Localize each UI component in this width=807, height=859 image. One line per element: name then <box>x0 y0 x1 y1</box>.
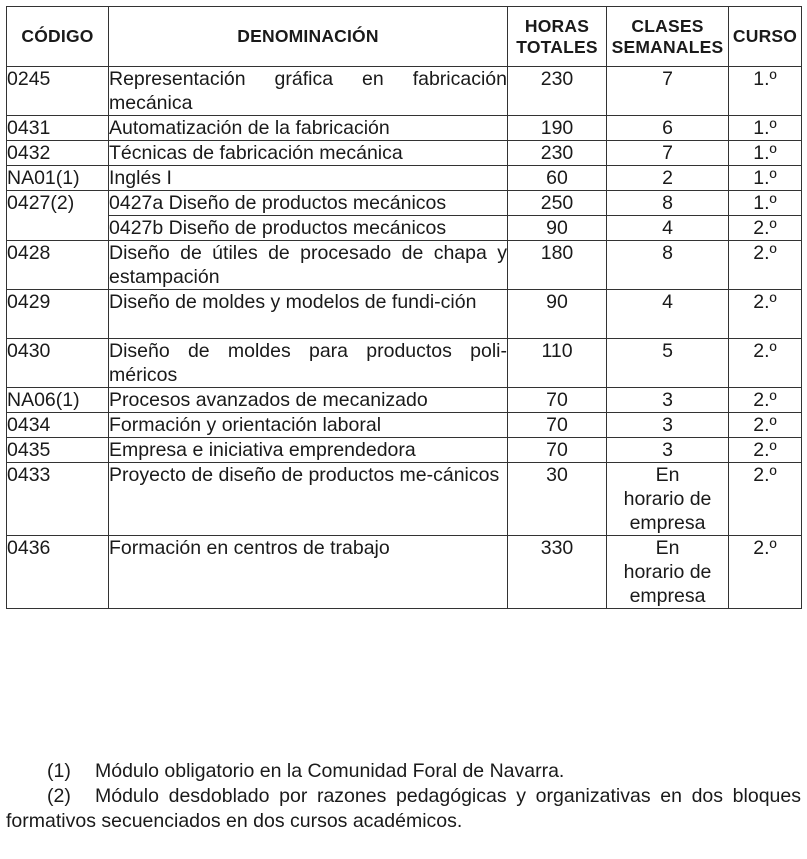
table-row <box>7 241 802 290</box>
cell-hours: 90 <box>508 290 607 339</box>
table-row <box>7 388 802 413</box>
cell-classes: 8 <box>607 191 729 216</box>
cell-code: NA01(1) <box>7 166 109 191</box>
cell-name: Proyecto de diseño de productos me-cánicos <box>109 463 508 536</box>
cell-classes-line1: En <box>655 537 680 559</box>
cell-hours: 90 <box>508 216 607 241</box>
cell-hours: 70 <box>508 388 607 413</box>
cell-name: Representación gráfica en fabricación mecánica <box>109 68 507 114</box>
header-code <box>7 7 109 67</box>
modules-table <box>6 6 802 609</box>
footnote-text: Módulo desdoblado por razones pedagógicas y organizativas en dos bloques formativos secuenciados en dos cursos académicos. <box>6 785 801 832</box>
footnotes <box>6 759 801 834</box>
cell-name: Empresa e iniciativa emprendedora <box>109 438 508 463</box>
header-classes <box>607 7 729 67</box>
cell-hours: 30 <box>508 463 607 536</box>
table-row <box>7 290 802 339</box>
cell-code: 0428 <box>7 241 109 290</box>
cell-name: Técnicas de fabricación mecánica <box>109 141 508 166</box>
cell-classes <box>607 536 729 609</box>
cell-classes <box>607 463 729 536</box>
cell-classes: 7 <box>607 67 729 116</box>
cell-name: Formación en centros de trabajo <box>109 536 508 609</box>
cell-classes-line2: horario de <box>623 488 712 510</box>
table-row <box>7 141 802 166</box>
cell-classes-line1: En <box>655 464 680 486</box>
cell-hours: 250 <box>508 191 607 216</box>
cell-name: Diseño de moldes y modelos de fundi-ción <box>109 290 508 339</box>
header-course <box>729 7 802 67</box>
cell-classes-line3: empresa <box>629 585 706 607</box>
cell-classes: 5 <box>607 339 729 388</box>
cell-classes: 4 <box>607 290 729 339</box>
cell-name: Diseño de útiles de procesado de chapa y estampación <box>109 242 507 288</box>
table-row <box>7 67 802 116</box>
cell-hours: 180 <box>508 241 607 290</box>
cell-code: 0432 <box>7 141 109 166</box>
header-hours-line2: TOTALES <box>516 36 598 57</box>
cell-code: 0436 <box>7 536 109 609</box>
header-name <box>109 7 508 67</box>
footnote-number: (1) <box>47 760 71 782</box>
table-row <box>7 536 802 609</box>
cell-classes: 6 <box>607 116 729 141</box>
cell-code: 0434 <box>7 413 109 438</box>
cell-classes: 3 <box>607 438 729 463</box>
cell-hours: 330 <box>508 536 607 609</box>
table-row <box>7 216 802 241</box>
header-classes-line1: CLASES <box>631 15 704 36</box>
table-row <box>7 191 802 216</box>
cell-course: 2.º <box>729 339 802 388</box>
cell-classes: 3 <box>607 413 729 438</box>
cell-course: 2.º <box>729 536 802 609</box>
footnote <box>6 759 801 784</box>
cell-hours: 230 <box>508 141 607 166</box>
cell-classes: 8 <box>607 241 729 290</box>
cell-course: 2.º <box>729 290 802 339</box>
table-header-row <box>7 7 802 67</box>
cell-classes: 4 <box>607 216 729 241</box>
footnote-text: Módulo obligatorio en la Comunidad Foral de Navarra. <box>95 760 565 782</box>
footnote <box>6 784 801 834</box>
cell-course: 2.º <box>729 388 802 413</box>
cell-classes-line3: empresa <box>629 512 706 534</box>
cell-code: 0433 <box>7 463 109 536</box>
header-classes-line2: SEMANALES <box>611 36 724 57</box>
table-row <box>7 339 802 388</box>
cell-hours: 70 <box>508 438 607 463</box>
cell-code: 0430 <box>7 339 109 388</box>
header-code-label: CÓDIGO <box>21 26 94 46</box>
cell-name: Formación y orientación laboral <box>109 413 508 438</box>
cell-course: 1.º <box>729 116 802 141</box>
table-row <box>7 463 802 536</box>
cell-name: 0427b Diseño de productos mecánicos <box>109 216 508 241</box>
cell-course: 2.º <box>729 413 802 438</box>
cell-hours: 60 <box>508 166 607 191</box>
table-row <box>7 438 802 463</box>
cell-course: 2.º <box>729 463 802 536</box>
footnote-number: (2) <box>47 785 71 807</box>
cell-hours: 70 <box>508 413 607 438</box>
table-row <box>7 413 802 438</box>
cell-course: 2.º <box>729 216 802 241</box>
table-row <box>7 116 802 141</box>
cell-name: Inglés I <box>109 166 508 191</box>
cell-course: 1.º <box>729 166 802 191</box>
cell-code: 0429 <box>7 290 109 339</box>
cell-classes: 2 <box>607 166 729 191</box>
cell-name: Procesos avanzados de mecanizado <box>109 388 508 413</box>
cell-course: 1.º <box>729 141 802 166</box>
cell-name: 0427a Diseño de productos mecánicos <box>109 191 508 216</box>
cell-course: 2.º <box>729 241 802 290</box>
cell-course: 1.º <box>729 191 802 216</box>
cell-hours: 190 <box>508 116 607 141</box>
cell-name: Diseño de moldes para productos poli-méricos <box>109 340 507 386</box>
cell-code: NA06(1) <box>7 388 109 413</box>
header-name-label: DENOMINACIÓN <box>237 26 379 46</box>
cell-code: 0427(2) <box>7 191 109 241</box>
cell-classes: 3 <box>607 388 729 413</box>
cell-classes-line2: horario de <box>623 561 712 583</box>
cell-code: 0431 <box>7 116 109 141</box>
header-course-label: CURSO <box>732 26 798 46</box>
cell-course: 2.º <box>729 438 802 463</box>
cell-code: 0435 <box>7 438 109 463</box>
cell-classes: 7 <box>607 141 729 166</box>
cell-course: 1.º <box>729 67 802 116</box>
header-hours-line1: HORAS <box>524 15 590 36</box>
header-hours <box>508 7 607 67</box>
cell-name: Automatización de la fabricación <box>109 116 508 141</box>
cell-code: 0245 <box>7 67 109 116</box>
cell-hours: 110 <box>508 339 607 388</box>
cell-hours: 230 <box>508 67 607 116</box>
table-row <box>7 166 802 191</box>
